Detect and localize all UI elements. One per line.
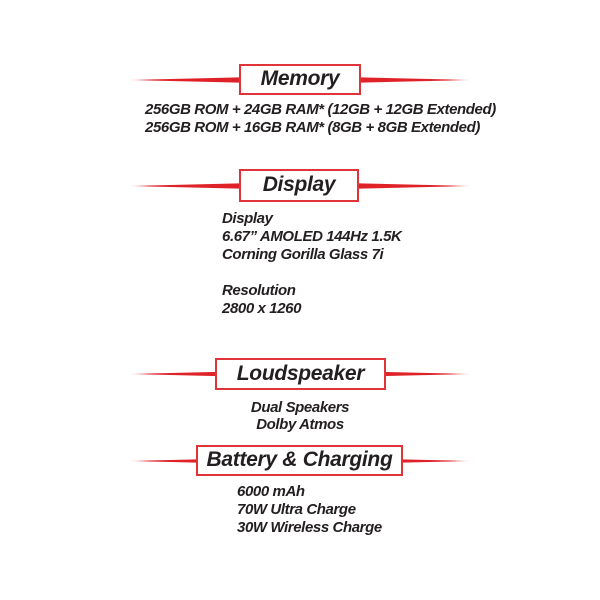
spec-line: 70W Ultra Charge bbox=[237, 501, 356, 518]
section-header-memory bbox=[239, 64, 361, 95]
loudspeaker-specs bbox=[0, 399, 600, 433]
spec-line: 256GB ROM + 24GB RAM* (12GB + 12GB Extended) bbox=[145, 101, 496, 118]
spec-line: 2800 x 1260 bbox=[222, 300, 302, 317]
section-title-display: Display bbox=[262, 173, 336, 196]
spec-line-spacer bbox=[222, 264, 401, 282]
spec-line: Display bbox=[222, 210, 273, 227]
display-specs bbox=[222, 210, 401, 318]
battery-specs bbox=[237, 483, 382, 537]
spec-line: Dolby Atmos bbox=[256, 416, 344, 433]
section-title-battery: Battery & Charging bbox=[206, 448, 393, 471]
spec-line: Resolution bbox=[222, 282, 296, 299]
section-header-display bbox=[239, 169, 359, 202]
section-header-loudspeaker bbox=[215, 358, 386, 390]
section-title-memory: Memory bbox=[260, 67, 340, 90]
section-header-battery bbox=[196, 445, 403, 476]
spec-line: 256GB ROM + 16GB RAM* (8GB + 8GB Extended) bbox=[145, 119, 480, 136]
spec-line: 30W Wireless Charge bbox=[237, 519, 382, 536]
memory-specs bbox=[145, 101, 496, 137]
section-title-loudspeaker: Loudspeaker bbox=[236, 361, 365, 385]
spec-line: Dual Speakers bbox=[250, 399, 350, 416]
spec-line: Corning Gorilla Glass 7i bbox=[222, 246, 384, 263]
spec-line: 6.67” AMOLED 144Hz 1.5K bbox=[222, 228, 402, 245]
spec-line: 6000 mAh bbox=[237, 483, 305, 500]
